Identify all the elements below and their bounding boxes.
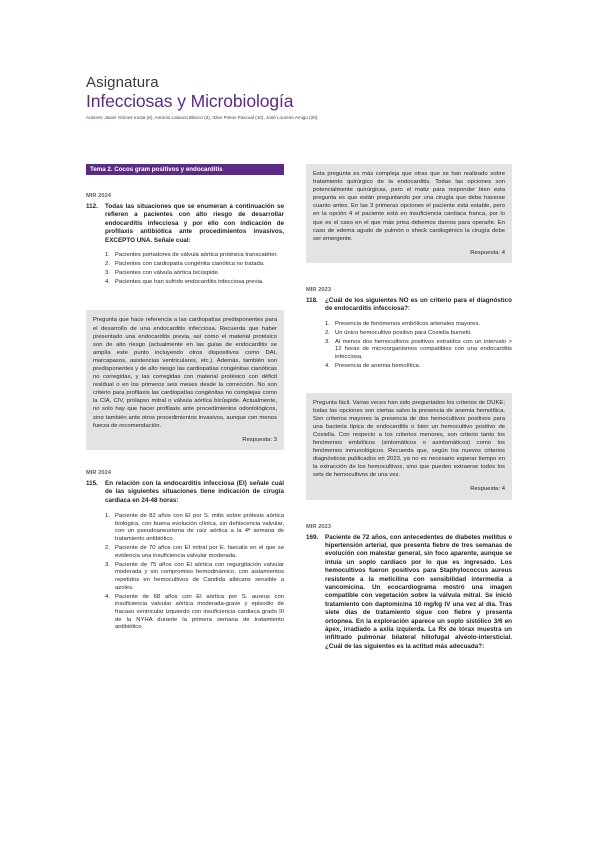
question-year: MIR 2024 — [86, 193, 112, 199]
left-column — [86, 164, 284, 633]
option-number: 2. — [105, 260, 110, 267]
question-number: 112. — [86, 203, 98, 210]
explanation-text: Pregunta fácil. Varias veces han sido preguntados los criterios de DUKE; todas las opciones son ciertas salvo la presencia de anemia hemolítica. Son criterios mayores la presencia de dos hemocultivos positivos para una bacteria típica de endocarditis o bien un hemocultivo positivo de Coxiella. Con respecto a los criterios menores, son criterio tanto los fenómenos embólicos (sintomáticos o asintomáticos) como los fenómenos inmunológicos. Recuerda que, según los nuevos criterios diagnósticos publicados en 2023, ya no es necesario esperar tiempo en la extracción de los hemocultivos, sino que pueden extraerse todos los sets de hemocultivos de una vez. — [313, 399, 505, 479]
option-text: Pacientes que han sufrido endocarditis infecciosa previa. — [115, 278, 264, 285]
explanation-box — [306, 393, 512, 500]
option-text: Paciente de 75 años con EI aórtica con regurgitación valvular moderada y sin compromiso hemodinámico, con aislamientos repetidos en hemocultivos de Candida albicans sensible a azoles. — [115, 561, 284, 591]
answer-label: Respuesta: 4 — [470, 486, 505, 493]
question-number: 118. — [306, 296, 318, 304]
question-text: ¿Cuál de los siguientes NO es un criterio para el diagnóstico de endocarditis infecciosa?: — [325, 296, 512, 313]
option-number: 1. — [105, 513, 110, 520]
option-number: 3. — [105, 561, 110, 568]
option-item — [105, 261, 284, 269]
question-169 — [306, 524, 512, 652]
option-text: Al menos dos hemocultivos positivos extraídos con un intervalo > 12 horas de microorganismos compatibles con una endocarditis infecciosa. — [335, 338, 512, 360]
option-number: 1. — [325, 320, 330, 327]
question-stem — [86, 203, 284, 245]
option-text: Presencia de fenómenos embólicos arteriales mayores. — [335, 320, 481, 327]
explanation-text: Esta pregunta es más compleja que otras que se han realizado sobre tratamiento quirúrgico de la endocarditis. Todas las opciones son potencialmente quirúrgicas, pero el matiz para responder bien esta pregunta es que están preguntando por una cirugía que debe hacerse cuanto antes. En las 3 primeras opciones el paciente está estable, pero en la opción 4 el paciente está en insuficiencia cardiaca franca, por lo que es el caso en el que más prisa debemos darnos para operarle. En caso de edema agudo de pulmón o shock cardiogénico la cirugía debe ser emergente. — [313, 171, 505, 242]
option-number: 1. — [105, 252, 110, 259]
explanation-box — [86, 310, 284, 449]
options-list — [105, 513, 284, 632]
option-item — [105, 545, 284, 560]
option-item — [105, 562, 284, 593]
question-text: En relación con la endocarditis infecciosa (EI) señale cuál de las siguientes situaciones tiene indicación de cirugía cardiaca en 24-48 horas: — [105, 479, 284, 504]
subject-title: Infecciosas y Microbiología — [86, 91, 294, 111]
explanation-text: Pregunta que hace referencia a las cardiopatías predisponentes para el desarrollo de una endocarditis infecciosa. Recuerda que haber presentado una endocarditis previa, así como el material protésico son de alto riesgo (actualmente en las guías de endocarditis se amplía este punto incluyendo otros dispositivos como DAI, marcapasos, asistencias ventriculares, etc.). Además, también son predisponentes y de alto riesgo las cardiopatías congénitas cianóticas no corregidas, y las corregidas con material protésico con déficit residual o en los primeros seis meses desde la corrección. No son criterio para profilaxis las cardiopatías congénitas no complejas como la CIA, CIV, prolapso mitral o válvula aórtica bicúspide. Actualmente, no solo hay que hacer profilaxis ante procedimientos odontológicos, sino también ante otros procedimientos invasivos, aunque con menos fuerza de recomendación. — [93, 317, 277, 429]
option-number: 2. — [105, 545, 110, 552]
option-number: 3. — [105, 269, 110, 276]
question-text: Paciente de 72 años, con antecedentes de diabetes mellitus e hipertensión arterial, que presenta fiebre de tres semanas de evolución con malestar general, sin foco aparente, aunque se intuía un soplo cardiaco por lo que es ingresado. Los hemocultivos fueron positivos para Staphylococcus aureus resistente a la meticilina con sensibilidad intermedia a vancomicina. Un ecocardiograma mostró una imagen compatible con vegetación sobre la válvula mitral. Se inició tratamiento con daptomicina 10 mg/kg IV una vez al día. Tras siete días de tratamiento sigue con fiebre y presenta ortopnea. En la exploración aparece un soplo sistólico 3/6 en ápex, irradiado a axila izquierda. La Rx de tórax muestra un infiltrado pulmonar bilateral hiliofugal alvéolo-intersticial. ¿Cuál de las siguientes es la actitud más adecuada?: — [325, 533, 512, 650]
page-header — [86, 74, 526, 120]
option-text: Paciente de 82 años con EI por S. mitis sobre prótesis aórtica biológica, con buena evolución clínica, sin dehiscencia valvular, con un pseudoaneurisma de raíz aórtica a la 4ª semana de tratamiento antibiótico. — [115, 513, 284, 543]
option-number: 4. — [325, 362, 330, 369]
question-number: 115. — [86, 479, 98, 487]
option-item — [325, 330, 512, 338]
question-year: MIR 2023 — [306, 286, 332, 293]
question-year: MIR 2024 — [86, 469, 112, 476]
option-text: Presencia de anemia hemolítica. — [335, 362, 421, 369]
right-column — [306, 164, 512, 651]
option-item — [105, 513, 284, 544]
options-list — [105, 252, 284, 286]
option-item — [105, 594, 284, 633]
option-number: 4. — [105, 593, 110, 600]
question-115 — [86, 470, 284, 632]
option-text: Paciente de 68 años con EI aórtica por S. aureus con insuficiencia valvular aórtica moderada-grave y episodio de fracaso ventricular izquierdo con insuficiencia cardiaca grado III de la NYHA durante la primera semana de tratamiento antibiótico. — [115, 593, 284, 631]
question-stem — [306, 297, 512, 314]
question-stem — [86, 480, 284, 505]
authors-names: Javier Gómez Irusta (6), Antonio Lalueza Blanco (3), Itziar Pintos Pascual (10), José Loureiro Amigo (20). — [103, 115, 319, 120]
option-item — [105, 252, 284, 260]
option-text: Pacientes con cardiopatía congénita cianótica no tratada. — [115, 260, 265, 267]
question-stem — [306, 534, 512, 652]
subject-label: Asignatura — [86, 74, 159, 91]
topic-banner: Tema 2. Cocos gram positivos y endocarditis — [86, 164, 284, 175]
option-number: 4. — [105, 278, 110, 285]
option-number: 3. — [325, 338, 330, 345]
explanation-box — [306, 164, 512, 263]
authors-line — [86, 115, 526, 120]
options-list — [325, 321, 512, 371]
option-item — [325, 363, 512, 371]
option-item — [105, 279, 284, 287]
option-number: 2. — [325, 329, 330, 336]
option-text: Pacientes con válvula aórtica bicúspide. — [115, 269, 220, 276]
question-number: 169. — [306, 533, 319, 541]
option-text: Pacientes portadores de válvula aórtica protésica transcatéter. — [115, 252, 278, 259]
authors-label: Autores: — [86, 115, 104, 120]
option-item — [105, 270, 284, 278]
question-118 — [306, 287, 512, 371]
question-year: MIR 2023 — [306, 523, 332, 530]
answer-label: Respuesta: 3 — [242, 436, 277, 443]
question-112 — [86, 193, 284, 286]
option-text: Un único hemocultivo positivo para Coxiella burnetii. — [335, 329, 472, 336]
question-text: Todas las situaciones que se enumeran a continuación se refieren a pacientes con alto riesgo de desarrollar endocarditis infecciosa y por ello con indicación de profilaxis antibiótica ante procedimientos invasivos, EXCEPTO UNA. Señale cual: — [105, 203, 284, 244]
answer-label: Respuesta: 4 — [470, 249, 505, 256]
option-item — [325, 321, 512, 329]
option-text: Paciente de 70 años con EI mitral por E. faecalis en el que se evidencia una insuficiencia valvular moderada. — [115, 545, 284, 559]
option-item — [325, 339, 512, 362]
